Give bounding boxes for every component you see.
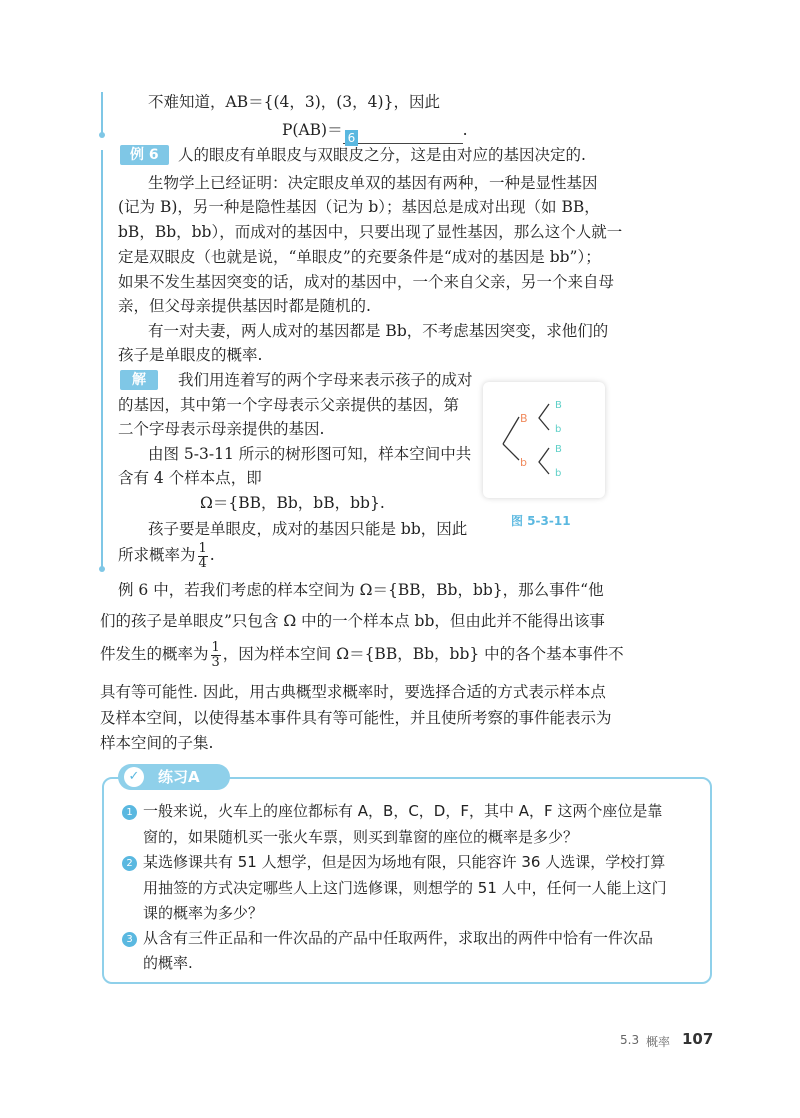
tree-figure (483, 382, 605, 498)
solution-tag: 解 (120, 370, 158, 390)
exercise-2-line-1: 某选修课共有 51 人想学，但是因为场地有限，只能容许 36 人选课，学校打算 (143, 853, 666, 871)
footer-section: 5.3 (620, 1033, 640, 1047)
exercise-3-line-2: 的概率. (143, 954, 193, 972)
intro-line: 不难知道，AB＝{(4，3)，(3，4)}，因此 (148, 93, 440, 111)
example-line-8: 有一对夫妻，两人成对的基因都是 Bb，不考虑基因突变，求他们的 (148, 322, 609, 340)
exercise-1-line-2: 窗的，如果随机买一张火车票，则买到靠窗的座位的概率是多少？ (143, 828, 579, 846)
leaf-BB: B (555, 400, 562, 411)
branch-root-to-b2 (503, 444, 519, 460)
fraction-denominator: 4 (198, 555, 207, 571)
solution-line-1: 我们用连着写的两个字母来表示孩子的成对 (178, 371, 473, 389)
example-tag: 例 6 (120, 145, 169, 165)
page-number: 107 (682, 1030, 714, 1048)
discussion-line-4: 具有等可能性. 因此，用古典概型求概率时，要选择合适的方式表示样本点 (100, 683, 606, 701)
exercise-2-line-2: 用抽签的方式决定哪些人上这门选修课，则想学的 51 人中，任何一人能上这门 (143, 879, 667, 897)
fraction-denominator: 3 (211, 654, 220, 670)
check-icon: ✓ (124, 767, 144, 787)
example-line-5: 定是双眼皮（也就是说，“单眼皮”的充要条件是“成对的基因是 bb”）； (118, 248, 601, 266)
example-line-4: bB，Bb，bb），而成对的基因中，只要出现了显性基因，那么这个人就一 (118, 223, 623, 241)
discussion-line-3-prefix: 件发生的概率为 (100, 645, 209, 663)
intro-equation (282, 116, 468, 144)
tree-diagram (483, 382, 605, 498)
equation-prefix: P(AB)＝ (282, 121, 343, 139)
example-line-9: 孩子是单眼皮的概率. (118, 346, 263, 364)
exercise-2-line-3: 课的概率为多少？ (143, 904, 264, 922)
branch-b-children (539, 448, 549, 474)
solution-line-4: 由图 5-3-11 所示的树形图可知，样本空间中共 (148, 445, 472, 463)
branch-B-children (539, 404, 549, 430)
final-prefix: 所求概率为 (118, 546, 196, 564)
figure-caption: 图 5-3-11 (511, 514, 571, 528)
fraction-numerator: 1 (198, 540, 207, 556)
branch-root-to-b1 (503, 417, 519, 444)
exercise-number-3: 3 (122, 932, 137, 947)
leaf-Bb: b (555, 424, 562, 435)
exercise-3-line-1: 从含有三件正品和一件次品的产品中任取两件，求取出的两件中恰有一件次品 (143, 929, 654, 947)
discussion-line-3 (100, 640, 624, 670)
exercise-number-2: 2 (122, 856, 137, 871)
solution-final (118, 541, 215, 571)
discussion-line-3-suffix: ，因为样本空间 Ω＝{BB，Bb，bb} 中的各个基本事件不 (222, 645, 624, 663)
fraction-numerator: 1 (211, 639, 220, 655)
discussion-line-6: 样本空间的子集. (100, 734, 214, 752)
example-line-2: 生物学上已经证明：决定眼皮单双的基因有两种，一种是显性基因 (148, 174, 598, 192)
discussion-line-2: 们的孩子是单眼皮”只包含 Ω 中的一个样本点 bb，但由此并不能得出该事 (100, 612, 605, 630)
leaf-bb: b (555, 468, 562, 479)
solution-line-5: 含有 4 个样本点，即 (118, 469, 262, 487)
margin-rule-main (101, 150, 103, 570)
discussion-line-5: 及样本空间，以使得基本事件具有等可能性，并且使所考察的事件能表示为 (100, 709, 612, 727)
fraction-one-third (211, 641, 221, 670)
exercise-1-line-1: 一般来说，火车上的座位都标有 A，B，C，D，F，其中 A，F 这两个座位是靠 (143, 802, 663, 820)
solution-line-7: 孩子要是单眼皮，成对的基因只能是 bb，因此 (148, 520, 468, 538)
final-suffix: . (209, 546, 215, 564)
footer-title: 概率 (646, 1035, 671, 1049)
solution-line-2: 的基因，其中第一个字母表示父亲提供的基因，第 (118, 396, 460, 414)
node-root-B: B (520, 412, 528, 425)
fraction-one-quarter (198, 542, 208, 571)
blank-number: 6 (345, 130, 359, 146)
node-root-b: b (520, 456, 527, 469)
equation-suffix: . (462, 121, 468, 139)
example-line-3: (记为 B)，另一种是隐性基因（记为 b）；基因总是成对出现（如 BB， (118, 198, 600, 216)
discussion-line-1: 例 6 中，若我们考虑的样本空间为 Ω＝{BB，Bb，bb}，那么事件“他 (118, 581, 604, 599)
solution-line-3: 二个字母表示母亲提供的基因. (118, 420, 325, 438)
example-line-6: 如果不发生基因突变的话，成对的基因中，一个来自父亲，另一个来自母 (118, 273, 615, 291)
margin-rule-tick (99, 132, 105, 138)
margin-rule-end (99, 566, 105, 572)
example-line-1: 人的眼皮有单眼皮与双眼皮之分，这是由对应的基因决定的. (178, 146, 586, 164)
exercise-title: 练习A (158, 768, 200, 786)
leaf-bB: B (555, 444, 562, 455)
example-line-7: 亲，但父母亲提供基因时都是随机的. (118, 297, 371, 315)
sample-space: Ω＝{BB，Bb，bB，bb}. (200, 494, 385, 512)
margin-rule-top (101, 92, 103, 134)
exercise-number-1: 1 (122, 805, 137, 820)
